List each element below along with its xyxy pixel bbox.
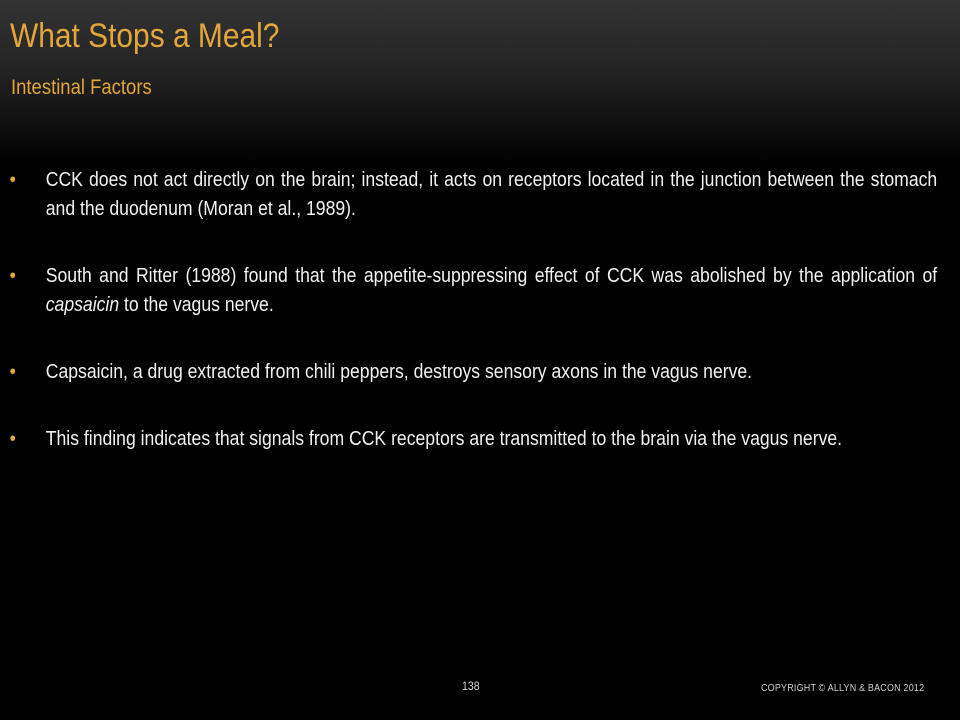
slide-title: What Stops a Meal? — [10, 17, 280, 55]
bullet-emphasis: capsaicin — [45, 294, 120, 316]
page-number: 138 — [462, 679, 480, 693]
bullet-text: Capsaicin, a drug extracted from chili peppers, destroys sensory axons in the vagus nerve. — [45, 361, 753, 383]
bullet-text: South and Ritter (1988) found that the appetite-suppressing effect of CCK was abolished by the application of — [45, 265, 938, 287]
bullet-list — [0, 166, 960, 492]
bullet-item — [0, 262, 937, 320]
bullet-text: CCK does not act directly on the brain; instead, it acts on receptors located in the junction between the stomach and the duodenum (Moran et al., 1989). — [45, 169, 938, 220]
bullet-text-end: to the vagus nerve. — [119, 294, 274, 316]
slide-subtitle: Intestinal Factors — [11, 76, 152, 99]
bullet-marker-icon: • — [9, 169, 16, 191]
bullet-text: This finding indicates that signals from CCK receptors are transmitted to the brain via the vagus nerve. — [45, 428, 843, 450]
bullet-marker-icon: • — [9, 265, 16, 287]
copyright-notice: COPYRIGHT © ALLYN & BACON 2012 — [761, 683, 925, 694]
bullet-item — [0, 358, 937, 387]
bullet-marker-icon: • — [9, 428, 16, 450]
bullet-item — [0, 425, 937, 454]
bullet-marker-icon: • — [9, 361, 16, 383]
bullet-item — [0, 166, 937, 224]
